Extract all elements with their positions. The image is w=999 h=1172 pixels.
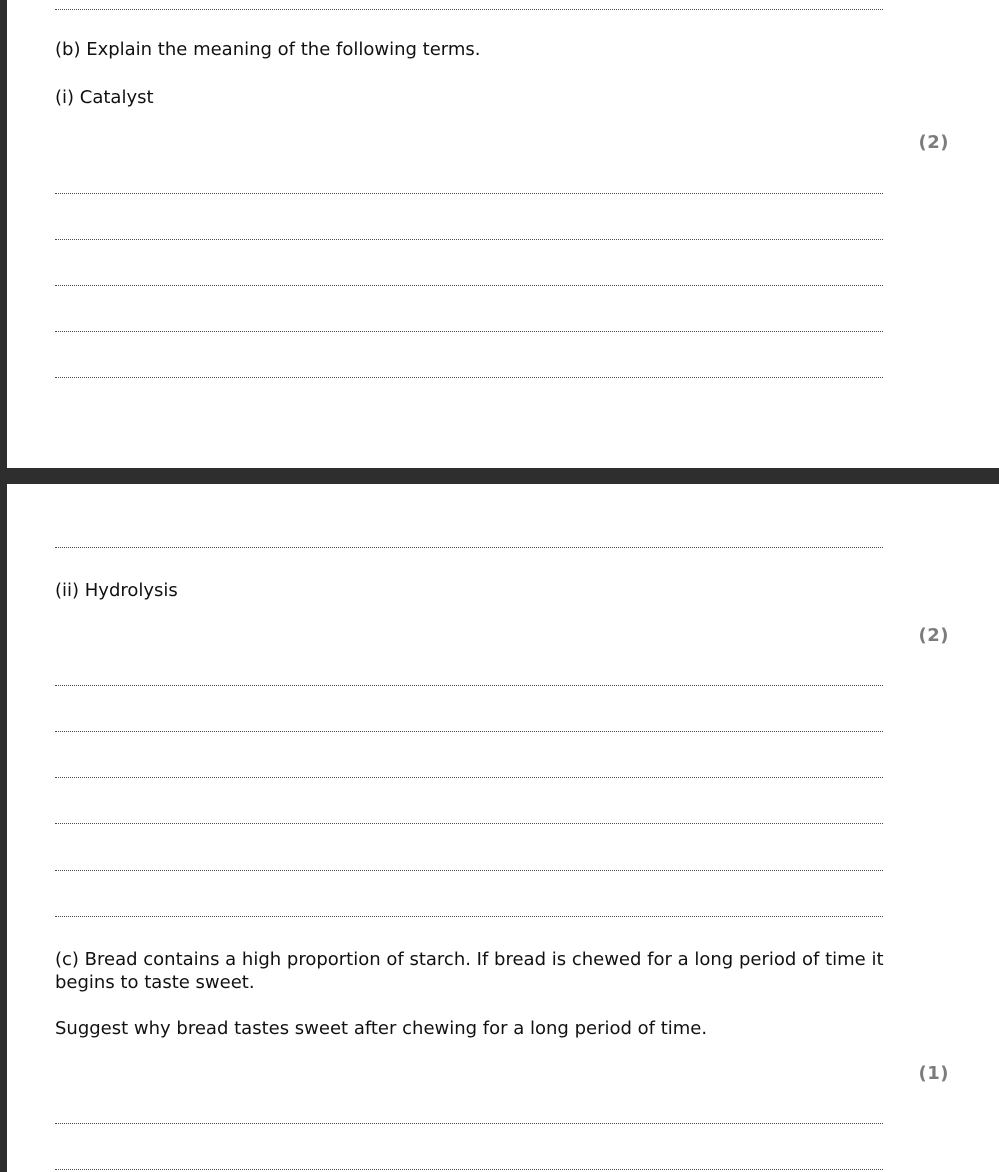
- answer-line[interactable]: [55, 916, 883, 917]
- answer-line[interactable]: [55, 285, 883, 286]
- answer-line[interactable]: [55, 685, 883, 686]
- answer-line[interactable]: [55, 547, 883, 548]
- part-ii-marks: (2): [918, 625, 949, 646]
- answer-line[interactable]: [55, 9, 883, 10]
- question-c-instruction: Suggest why bread tastes sweet after chewing for a long period of time.: [55, 1018, 708, 1039]
- answer-line[interactable]: [55, 193, 883, 194]
- answer-line[interactable]: [55, 870, 883, 871]
- question-b-prompt: (b) Explain the meaning of the following terms.: [55, 39, 481, 60]
- answer-line[interactable]: [55, 239, 883, 240]
- part-i-label: (i) Catalyst: [55, 87, 154, 108]
- question-c-marks: (1): [918, 1063, 949, 1084]
- document-page: [7, 484, 999, 1172]
- answer-line[interactable]: [55, 777, 883, 778]
- answer-line[interactable]: [55, 377, 883, 378]
- answer-line[interactable]: [55, 823, 883, 824]
- answer-line[interactable]: [55, 731, 883, 732]
- document-page: [7, 0, 999, 468]
- answer-line[interactable]: [55, 1123, 883, 1124]
- answer-line[interactable]: [55, 1169, 883, 1170]
- answer-line[interactable]: [55, 331, 883, 332]
- question-c-prompt: (c) Bread contains a high proportion of starch. If bread is chewed for a long period of time it begins to taste sweet.: [55, 949, 884, 993]
- part-i-marks: (2): [918, 132, 949, 153]
- part-ii-label: (ii) Hydrolysis: [55, 580, 178, 601]
